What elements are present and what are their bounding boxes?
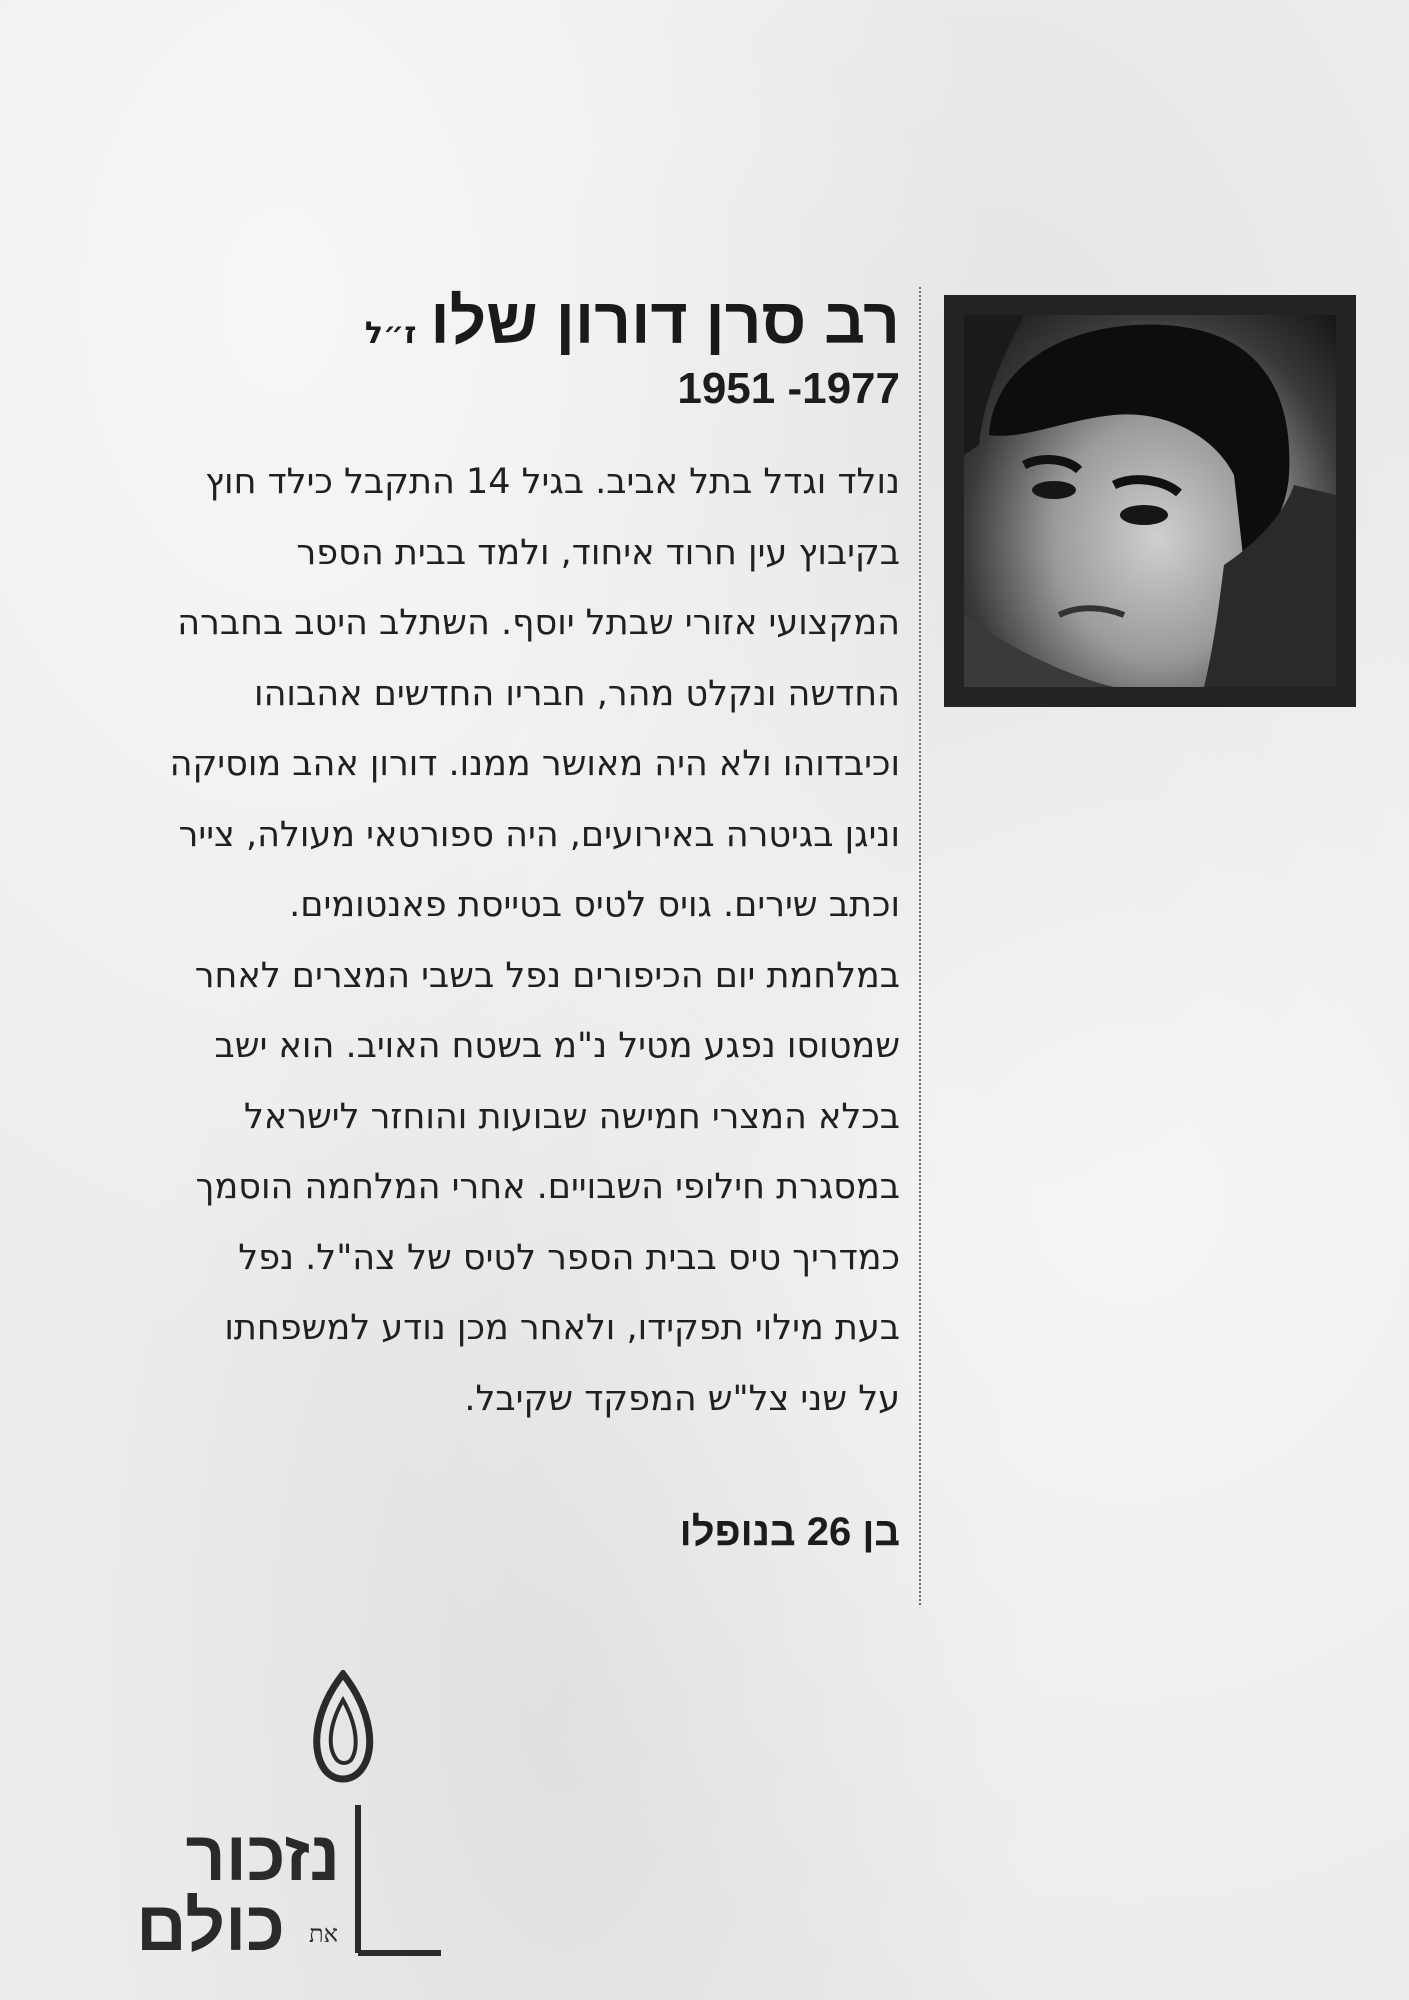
bio-line: כמדריך טיס בבית הספר לטיס של צה"ל. נפל [238, 1237, 900, 1278]
bio-line: בעת מילוי תפקידו, ולאחר מכן נודע למשפחתו [224, 1308, 900, 1348]
honorific: ז״ל [364, 316, 417, 351]
bio-line: החדשה ונקלט מהר, חבריו החדשים אהבוהו [254, 673, 900, 714]
bio-line: וניגן בגיטרה באירועים, היה ספורטאי מעולה, צייר [178, 814, 900, 855]
logo-word-2: כולם [136, 1887, 285, 1965]
bio-line: המקצועי אזורי שבתל יוסף. השתלב היטב בחברה [177, 603, 900, 643]
title-row [60, 285, 900, 357]
logo-word-small: את [308, 1920, 338, 1948]
bio-line: במלחמת יום הכיפורים נפל בשבי המצרים לאחר [194, 955, 900, 996]
bio-line: במסגרת חילופי השבויים. אחרי המלחמה הוסמך [195, 1167, 900, 1207]
logo-word-1: נזכור [185, 1817, 340, 1895]
life-years: 1951 -1977 [677, 364, 900, 413]
portrait-photo [964, 315, 1336, 687]
bio-line: וכתב שירים. גויס לטיס בטייסת פאנטומים. [289, 885, 900, 925]
bio-line: על שני צל"ש המפקד שקיבל. [464, 1378, 900, 1419]
bio-line: נולד וגדל בתל אביב. בגיל 14 התקבל כילד חוץ [205, 462, 900, 502]
portrait-frame [944, 295, 1356, 707]
bio-line: בכלא המצרי חמישה שבועות והוחזר לישראל [243, 1096, 900, 1137]
memorial-text [60, 285, 900, 1560]
dotted-divider [919, 287, 921, 1605]
biography [60, 447, 900, 1434]
age-at-death: בן 26 בנופלו [679, 1510, 900, 1554]
bio-line: שמטוסו נפגע מטיל נ"מ בשטח האויב. הוא ישב [214, 1026, 900, 1066]
bio-line: בקיבוץ עין חרוד איחוד, ולמד בבית הספר [296, 532, 900, 573]
bio-line: וכיבדוהו ולא היה מאושר ממנו. דורון אהב מוסיקה [169, 744, 900, 784]
logo [115, 1670, 455, 1965]
soldier-name: רב סרן דורון שלו [430, 285, 900, 357]
portrait-illustration [964, 315, 1336, 687]
